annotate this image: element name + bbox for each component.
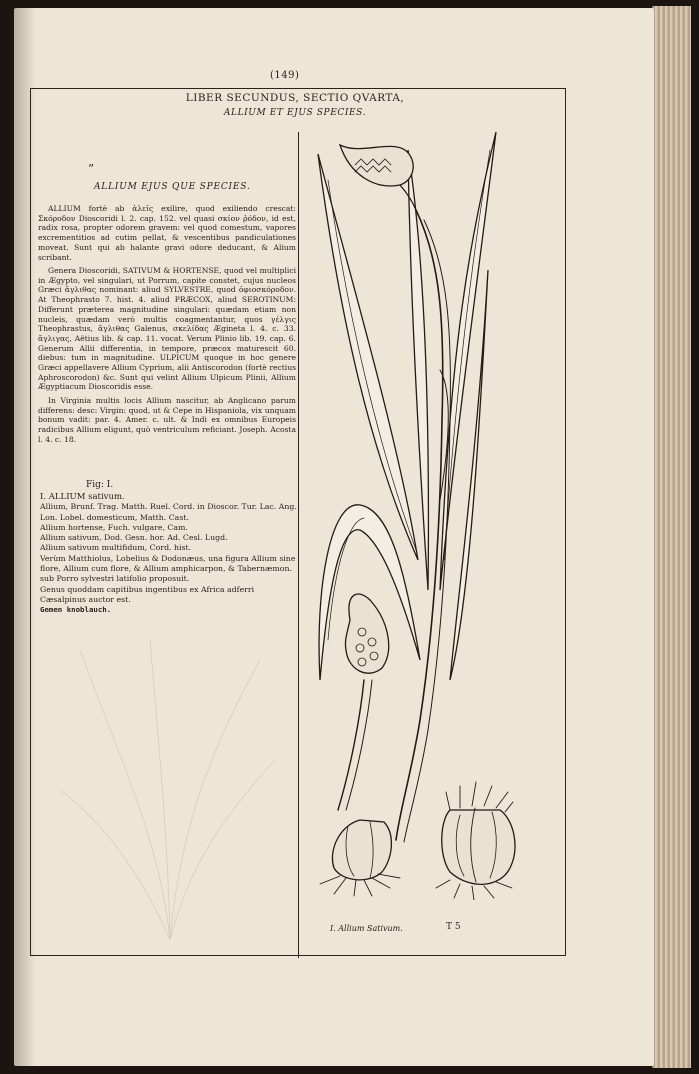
paragraph: ALLIUM fortè ab ἀλεῖς exilire, quod exiliendo crescat: Σκόροδον Dioscoridi l. 2. cap. 152. vel quasi σκίον ῥόδον, id est, radix rosa, propter odorem gravem: vel quod comestum, vapores excrementitios ad cutim pellat, & vescentibus pandiculationes moveat. Sunt qui ab halante gravi odore deducant, & Alium scribant. [38, 204, 296, 262]
synonymy-list [40, 492, 298, 616]
page-edges [652, 6, 691, 1068]
paragraph: In Virginia multis locis Allium nascitur, ab Anglicano parum differens: desc: Virgin: quod, ut & Cepe in Hispaniola, vix unquam bonum vadit: par. 4. Amer. c. ult. & Indi ex omnibus Europeis radicibus Allium eligunt, quò ventriculum reficiant. Joseph. Acosta l. 4. c. 18. [38, 396, 296, 444]
show-through-image [60, 640, 280, 940]
garlic-illustration [300, 120, 560, 900]
synonymy-entry: Verùm Matthiolus, Lobelius & Dodonæus, una figura Allium sine flore, Allium cum flore, & Allium amphicarpon, & Tabernæmon. sub Porro sylvestri latifolio proposuit. [40, 553, 296, 584]
section-title: ALLIUM EJUS QUE SPECIES. [94, 182, 251, 192]
paragraph: Genera Dioscoridi, SATIVUM & HORTENSE, quod vel multiplici in Ægypto, vel singulari, ut Porrum, capite constet, cujus nucleos Græci ἄγλιθας nominant: aliud SYLVESTRE, quod ὀφιοσκόροδον. At Theophrasto 7. hist. 4. aliud PRÆCOX, aliud SEROTINUM: Differunt præterea magnitudine singulari: quædam etiam non nucleis, quædam verò multis coagmentantur, quos γέλγις Theophrastus, ἄγλιθας Galenus, σκελίδας Ægineta l. 4. c. 33. ἄγλιγας, Aëtius lib. & cap. 11. vocat. Verum Plinio lib. 19. cap. 6. Generum Allii differentia, in tempore, præcox maturescit 60. diebus: tum in magnitudine. ULPICUM quoque in hoc genere Græci appellavere Allium Cyprium, alii Antiscorodon (fortè rectius Aphroscorodon) &c. Sunt qui velint Allium Ulpicum Plinii, Allium Ægyptiacum Dioscoridis esse. [38, 266, 296, 392]
running-head-subtitle: ALLIUM ET EJUS SPECIES. [223, 108, 367, 118]
synonymy-entry: Genus quoddam capitibus ingentibus ex Africa adferri Cæsalpinus auctor est. [40, 584, 255, 604]
synonymy-entry: Allium sativum multifidum, Cord. hist. [40, 543, 192, 553]
paragraph-etymology [38, 204, 296, 266]
figure-caption: I. Allium Sativum. [330, 924, 403, 933]
section-mark-icon: ” [88, 162, 95, 176]
paragraph-genera [38, 266, 296, 396]
synonymy-entry: Allium, Brunf. Trag. Matth. Ruel. Cord. in Dioscor. Tur. Lac. Ang. Lon. Lobel. domesticum, Matth. Cast. [40, 502, 297, 522]
synonymy-entry: Allium hortense, Fuch. vulgare, Cam. [40, 522, 188, 532]
page-number: (149) [270, 70, 300, 81]
synonymy-heading: I. ALLIUM sativum. [40, 492, 125, 502]
figure-label: Fig: I. [86, 480, 114, 490]
german-name: Gemen knoblauch. [40, 605, 112, 615]
paragraph-virginia [38, 396, 296, 449]
synonymy-entry: Allium sativum, Dod. Gesn. hor. Ad. Cesl. Lugd. [40, 533, 228, 543]
column-divider [298, 132, 299, 958]
signature-mark: T 5 [446, 922, 461, 932]
running-head-title: LIBER SECUNDUS, SECTIO QVARTA, [185, 92, 405, 104]
